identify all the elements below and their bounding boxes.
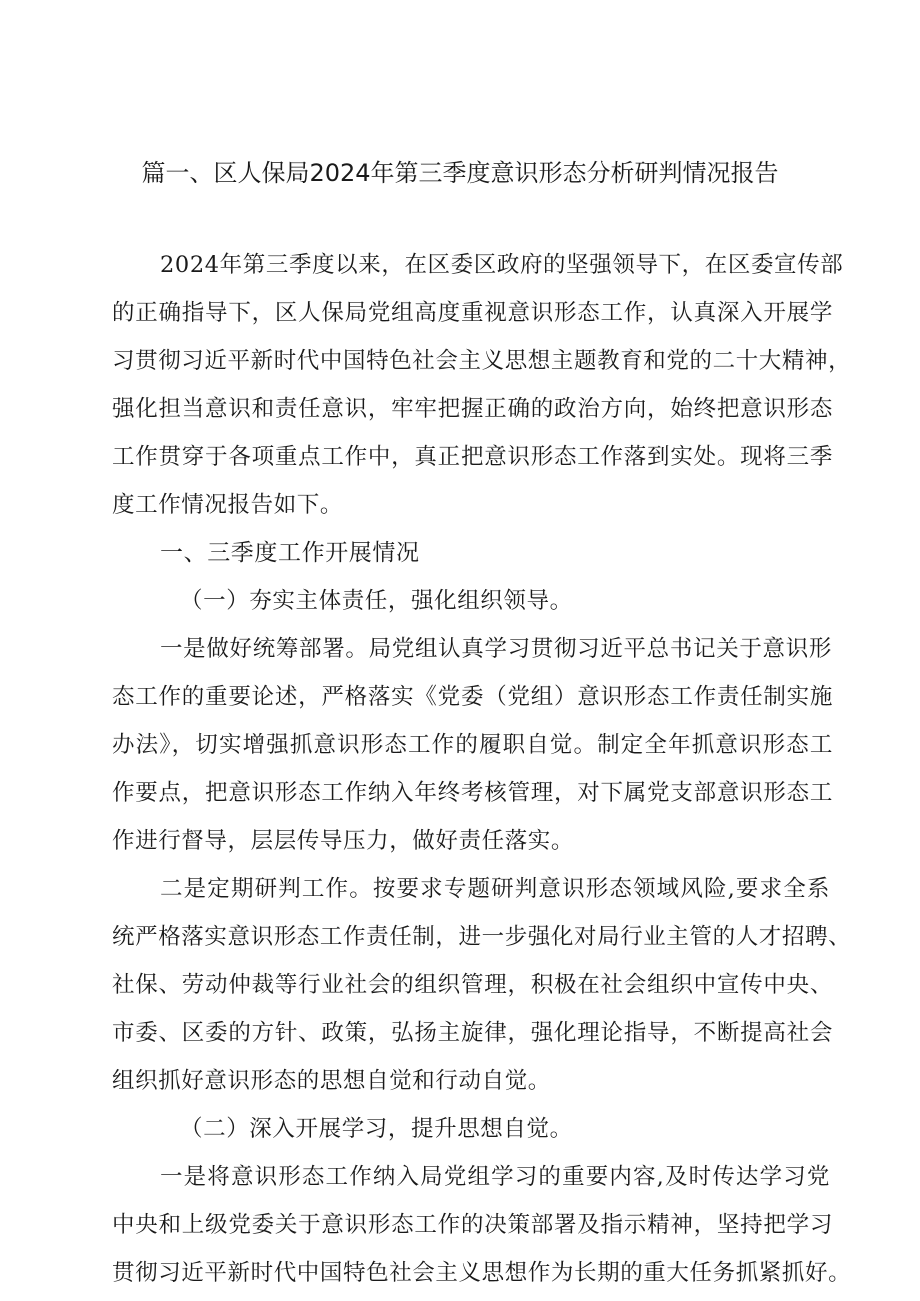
para1-line-3: 办法》，切实增强抓意识形态工作的履职自觉。制定全年抓意识形态工	[112, 732, 833, 758]
para1-line-5: 作进行督导，层层传导压力，做好责任落实。	[112, 828, 575, 854]
para2-line-5: 组织抓好意识形态的思想自觉和行动自觉。	[112, 1068, 551, 1094]
para3-line-2: 中央和上级党委关于意识形态工作的决策部署及指示精神，坚持把学习	[112, 1212, 833, 1238]
subsection-heading-1: （一）夯实主体责任，强化组织领导。	[180, 588, 573, 614]
intro-line-4: 强化担当意识和责任意识，牢牢把握正确的政治方向，始终把意识形态	[112, 396, 833, 422]
para2-line-3: 社保、劳动仲裁等行业社会的组织管理，积极在社会组织中宣传中央、	[112, 972, 833, 998]
intro-line-6: 度工作情况报告如下。	[112, 492, 344, 518]
section-heading: 一、三季度工作开展情况	[160, 540, 420, 566]
subsection-heading-2: （二）深入开展学习，提升思想自觉。	[180, 1116, 573, 1142]
para2-line-2: 统严格落实意识形态工作责任制，进一步强化对局行业主管的人才招聘、	[112, 924, 852, 950]
para1-line-1: 一是做好统筹部署。局党组认真学习贯彻习近平总书记关于意识形	[160, 636, 832, 662]
para2-line-4: 市委、区委的方针、政策，弘扬主旋律，强化理论指导，不断提高社会	[112, 1020, 833, 1046]
intro-line-2: 的正确指导下，区人保局党组高度重视意识形态工作，认真深入开展学	[112, 300, 833, 326]
intro-line-3: 习贯彻习近平新时代中国特色社会主义思想主题教育和党的二十大精神，	[112, 348, 852, 374]
intro-line-5: 工作贯穿于各项重点工作中，真正把意识形态工作落到实处。现将三季	[112, 444, 833, 470]
para1-line-2: 态工作的重要论述，严格落实《党委（党组）意识形态工作责任制实施	[112, 684, 833, 710]
intro-line-1: 2024年第三季度以来，在区委区政府的坚强领导下，在区委宣传部	[160, 252, 844, 278]
para3-line-1: 一是将意识形态工作纳入局党组学习的重要内容,及时传达学习党	[160, 1164, 830, 1190]
para3-line-3: 贯彻习近平新时代中国特色社会主义思想作为长期的重大任务抓紧抓好。	[112, 1260, 852, 1286]
para2-line-1: 二是定期研判工作。按要求专题研判意识形态领域风险,要求全系	[160, 876, 830, 902]
document-title: 篇一、区人保局2024年第三季度意识形态分析研判情况报告	[141, 159, 779, 187]
para1-line-4: 作要点，把意识形态工作纳入年终考核管理，对下属党支部意识形态工	[112, 780, 833, 806]
